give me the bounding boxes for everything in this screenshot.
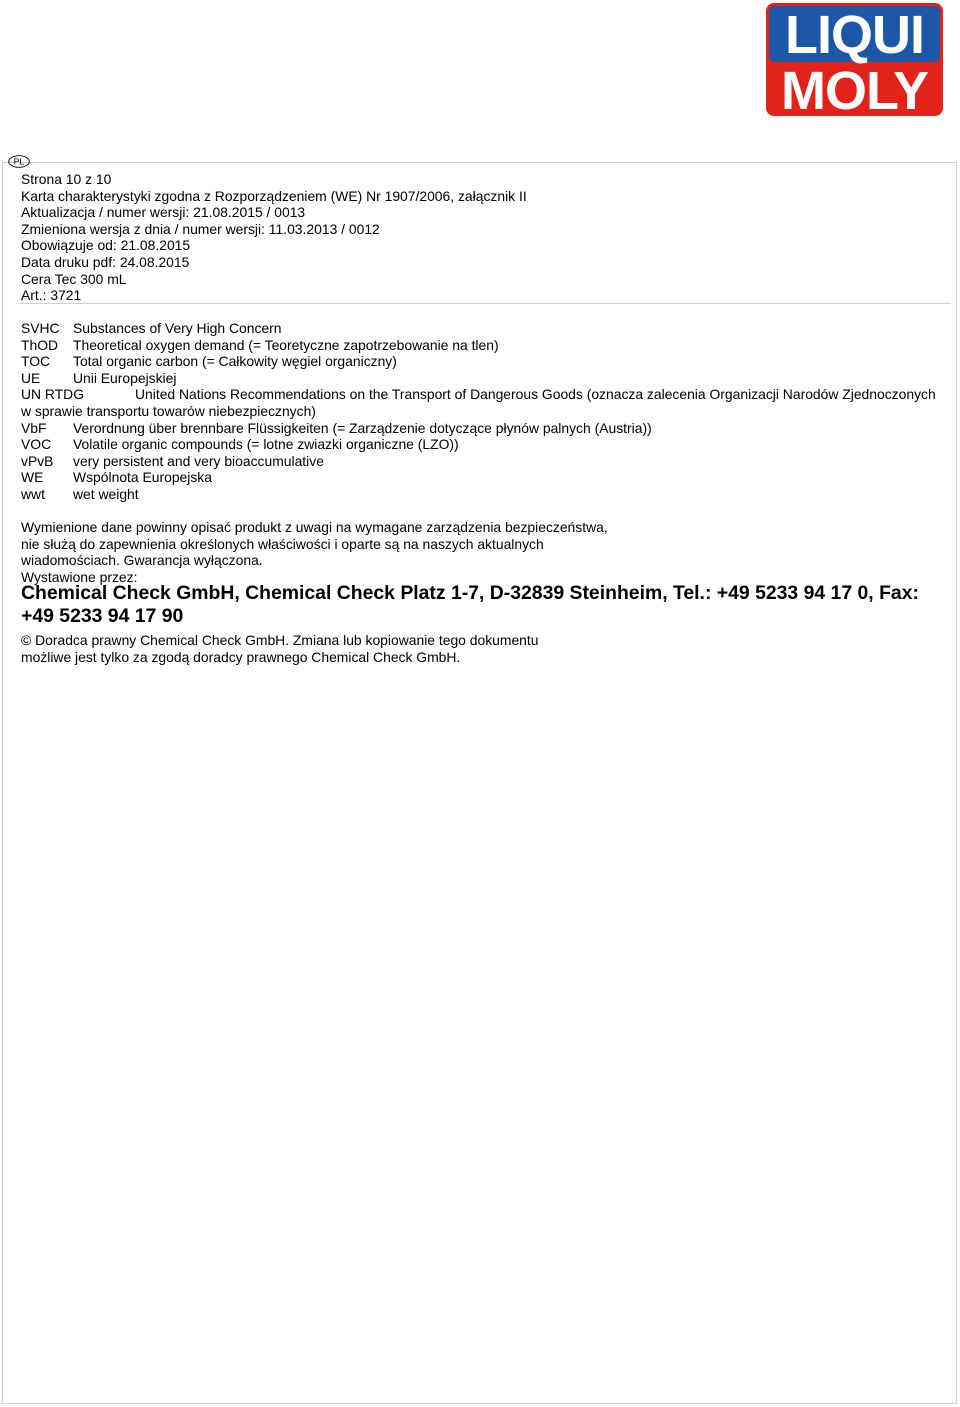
abbreviation-code: vPvB [21,452,54,469]
issued-by-label: Wystawione przez: [21,568,138,585]
list-item [21,469,941,486]
abbreviation-text: Wspólnota Europejska [73,469,212,486]
abbreviation-text: Total organic carbon (= Całkowity węgiel organiczny) [73,353,397,370]
abbreviation-code: UN RTDG [21,386,85,403]
abbreviation-code: TOC [21,353,51,370]
revision-info: Aktualizacja / numer wersji: 21.08.2015 / 0013 [21,204,306,221]
abbreviation-text: Volatile organic compounds (= lotne zwiazki organiczne (LZO)) [73,436,459,453]
abbreviation-text: very persistent and very bioaccumulative [73,452,324,469]
abbreviation-text: Unii Europejskiej [73,369,177,386]
article-number: Art.: 3721 [21,287,82,304]
liqui-moly-logo [766,3,943,116]
list-item [21,370,941,387]
copyright-line: możliwe jest tylko za zgodą doradcy prawnego Chemical Check GmbH. [21,648,461,665]
list-item [21,353,941,370]
disclaimer-line: wiadomościach. Gwarancja wyłączona. [21,552,263,569]
abbreviation-text: United Nations Recommendations on the Transport of Dangerous Goods (oznacza zalecenia Organizacji Narodów Zjednoczonych w sprawie transportu towarów niebezpiecznych) [21,386,936,419]
disclaimer [21,519,608,585]
list-item [21,337,941,354]
abbreviation-code: WE [21,469,44,486]
product-name: Cera Tec 300 mL [21,270,127,287]
language-badge-text: PL [13,156,25,167]
abbreviation-text: Verordnung über brennbare Flüssigkeiten (= Zarządzenie dotyczące płynów palnych (Austria)) [73,419,652,436]
print-date: Data druku pdf: 24.08.2015 [21,253,190,270]
abbreviation-list [21,320,941,503]
page-number: Strona 10 z 10 [21,171,112,187]
copyright-notice [21,632,539,665]
list-item [21,436,941,453]
abbreviation-code: SVHC [21,320,60,336]
abbreviation-text: Theoretical oxygen demand (= Teoretyczne zapotrzebowanie na tlen) [73,336,499,353]
abbreviation-code: ThOD [21,336,59,353]
logo-text-top: LIQUI [785,5,924,65]
header-divider [20,303,951,304]
abbreviation-code: wwt [21,485,45,502]
logo-text-bottom: MOLY [780,61,929,116]
abbreviation-text: Substances of Very High Concern [73,320,282,336]
disclaimer-line: Wymienione dane powinny opisać produkt z uwagi na wymagane zarządzenia bezpieczeństwa, [21,519,608,535]
previous-revision-info: Zmieniona wersja z dnia / numer wersji: 11.03.2013 / 0012 [21,220,380,237]
list-item [21,386,941,419]
list-item [21,420,941,437]
document-header [21,171,527,304]
abbreviation-text: wet weight [73,485,139,502]
list-item [21,486,941,503]
abbreviation-code: UE [21,369,41,386]
disclaimer-line: nie służą do zapewnienia określonych właściwości i oparte są na naszych aktualnych [21,535,544,552]
list-item [21,453,941,470]
language-badge [8,155,30,168]
copyright-line: © Doradca prawny Chemical Check GmbH. Zmiana lub kopiowanie tego dokumentu [21,632,539,648]
valid-from: Obowiązuje od: 21.08.2015 [21,237,191,254]
list-item [21,320,941,337]
document-title: Karta charakterystyki zgodna z Rozporządzeniem (WE) Nr 1907/2006, załącznik II [21,187,527,204]
issuer-info: Chemical Check GmbH, Chemical Check Platz 1-7, D-32839 Steinheim, Tel.: +49 5233 94 17 0, Fax: +49 5233 94 17 90 [21,582,919,627]
abbreviation-code: VbF [21,419,47,436]
abbreviation-code: VOC [21,436,52,453]
